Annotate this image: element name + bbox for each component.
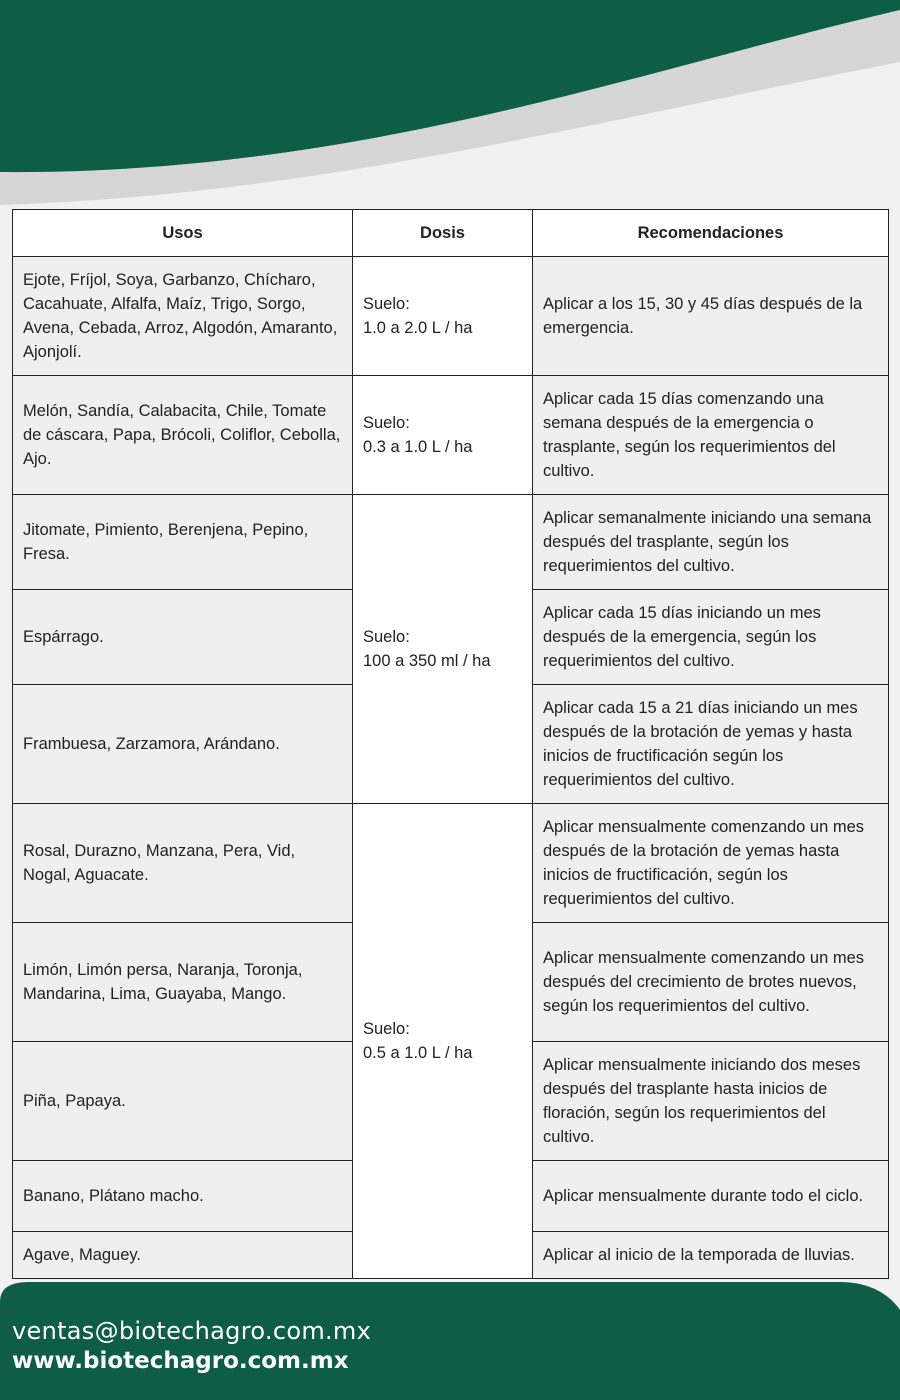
recommendation-cell: Aplicar mensualmente comenzando un mes después del crecimiento de brotes nuevos, según los requerimientos del cultivo.	[533, 923, 889, 1042]
usos-cell: Espárrago.	[13, 590, 353, 685]
footer-contact	[12, 1316, 371, 1376]
dosis-label: Suelo:	[363, 1020, 410, 1038]
dosis-label: Suelo:	[363, 414, 410, 432]
table-row	[13, 376, 889, 495]
recommendation-cell: Aplicar a los 15, 30 y 45 días después de la emergencia.	[533, 257, 889, 376]
usos-cell: Agave, Maguey.	[13, 1232, 353, 1279]
table-row	[13, 495, 889, 590]
dosis-value: 0.5 a 1.0 L / ha	[363, 1044, 473, 1062]
dosis-cell	[353, 804, 533, 1279]
footer-website[interactable]: www.biotechagro.com.mx	[12, 1348, 349, 1374]
usos-cell: Banano, Plátano macho.	[13, 1161, 353, 1232]
table-row	[13, 257, 889, 376]
dosis-cell	[353, 376, 533, 495]
dosis-value: 0.3 a 1.0 L / ha	[363, 438, 473, 456]
footer-email[interactable]: ventas@biotechagro.com.mx	[12, 1317, 372, 1345]
usos-cell: Melón, Sandía, Calabacita, Chile, Tomate de cáscara, Papa, Brócoli, Coliflor, Cebolla, Ajo.	[13, 376, 353, 495]
dosis-cell	[353, 257, 533, 376]
usos-cell: Limón, Limón persa, Naranja, Toronja, Mandarina, Lima, Guayaba, Mango.	[13, 923, 353, 1042]
dosage-table	[12, 209, 889, 1279]
usos-cell: Frambuesa, Zarzamora, Arándano.	[13, 685, 353, 804]
usos-cell: Piña, Papaya.	[13, 1042, 353, 1161]
recommendation-cell: Aplicar cada 15 días comenzando una semana después de la emergencia o trasplante, según los requerimientos del cultivo.	[533, 376, 889, 495]
dosis-cell	[353, 495, 533, 804]
recommendation-cell: Aplicar cada 15 días iniciando un mes después de la emergencia, según los requerimientos del cultivo.	[533, 590, 889, 685]
recommendation-cell: Aplicar semanalmente iniciando una semana después del trasplante, según los requerimientos del cultivo.	[533, 495, 889, 590]
dosis-label: Suelo:	[363, 628, 410, 646]
recommendation-cell: Aplicar mensualmente durante todo el ciclo.	[533, 1161, 889, 1232]
dosage-table-container	[12, 209, 888, 1279]
header-dosis: Dosis	[353, 210, 533, 257]
dosis-value: 1.0 a 2.0 L / ha	[363, 319, 473, 337]
recommendation-cell: Aplicar cada 15 a 21 días iniciando un mes después de la brotación de yemas y hasta inicios de fructificación según los requerimientos del cultivo.	[533, 685, 889, 804]
dosis-label: Suelo:	[363, 295, 410, 313]
usos-cell: Rosal, Durazno, Manzana, Pera, Vid, Nogal, Aguacate.	[13, 804, 353, 923]
header-usos: Usos	[13, 210, 353, 257]
recommendation-cell: Aplicar al inicio de la temporada de lluvias.	[533, 1232, 889, 1279]
table-row	[13, 804, 889, 923]
usos-cell: Ejote, Fríjol, Soya, Garbanzo, Chícharo, Cacahuate, Alfalfa, Maíz, Trigo, Sorgo, Avena, Cebada, Arroz, Algodón, Amaranto, Ajonjolí.	[13, 257, 353, 376]
recommendation-cell: Aplicar mensualmente comenzando un mes después de la brotación de yemas hasta inicios de fructificación, según los requerimientos del cultivo.	[533, 804, 889, 923]
usos-cell: Jitomate, Pimiento, Berenjena, Pepino, Fresa.	[13, 495, 353, 590]
header-recomendaciones: Recomendaciones	[533, 210, 889, 257]
dosis-value: 100 a 350 ml / ha	[363, 652, 491, 670]
recommendation-cell: Aplicar mensualmente iniciando dos meses después del trasplante hasta inicios de floración, según los requerimientos del cultivo.	[533, 1042, 889, 1161]
table-header-row	[13, 210, 889, 257]
